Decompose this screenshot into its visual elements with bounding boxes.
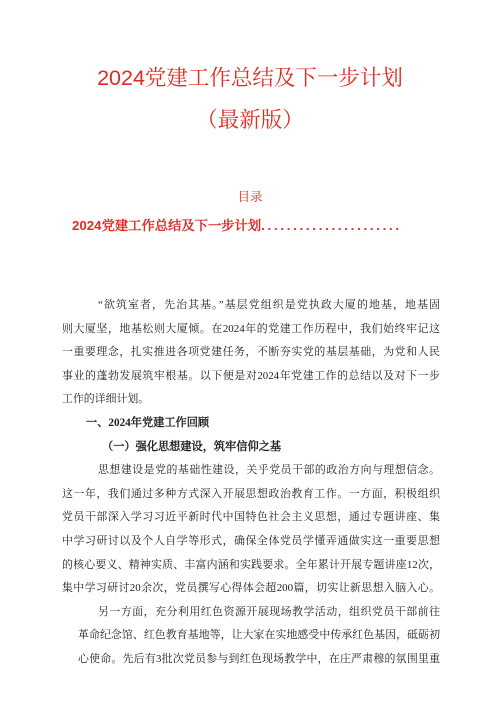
paragraph-line: 这一年，我们通过多种方式深入开展思想政治教育工作。一方面，积极组织 (62, 487, 440, 500)
paragraph-line: 事业的蓬勃发展筑牢根基。以下便是对2024年党建工作的总结以及对下一步 (62, 369, 440, 382)
paragraph-line: 的核心要义、精神实质、丰富内涵和实践要求。全年累计开展专题讲座12次， (62, 558, 440, 571)
paragraph-line: 思想建设是党的基础性建设，关乎党员干部的政治方向与理想信念。 (98, 464, 440, 477)
document-body (62, 294, 440, 672)
paragraph-line: 工作的详细计划。 (62, 393, 150, 406)
paragraph-line: 心使命。先后有3批次党员参与到红色现场教学中，在庄严肃穆的氛围里重 (78, 652, 440, 665)
toc-entry (72, 217, 402, 235)
paragraph-line: “欲筑室者，先治其基。”基层党组织是党执政大厦的地基，地基固 (98, 299, 440, 311)
paragraph-line: 则大厦坚，地基松则大厦倾。在2024年的党建工作历程中，我们始终牢记这 (62, 322, 440, 335)
toc-heading: 目录 (237, 190, 263, 204)
paragraph-line: 党员干部深入学习习近平新时代中国特色社会主义思想，通过专题讲座、集 (62, 511, 440, 524)
body-paragraph (62, 459, 440, 601)
document-subtitle: （最新版） (196, 108, 304, 132)
subsection-heading: （一）强化思想建设，筑牢信仰之基 (102, 440, 282, 453)
toc-entry-leader: ...................... (261, 218, 402, 233)
toc-entry-title: 2024党建工作总结及下一步计划 (72, 218, 262, 233)
body-paragraph (62, 601, 440, 672)
intro-paragraph (62, 294, 440, 412)
paragraph-line: 集中学习研讨20余次，党员撰写心得体会超200篇，切实让新思想入脑入心。 (62, 582, 440, 595)
paragraph-line: 另一方面，充分利用红色资源开展现场教学活动，组织党员干部前往 (98, 605, 440, 618)
section-heading: 一、2024年党建工作回顾 (86, 416, 210, 429)
paragraph-line: 革命纪念馆、红色教育基地等，让大家在实地感受中传承红色基因，砥砺初 (78, 629, 440, 642)
paragraph-line: 一重要理念，扎实推进各项党建任务，不断夯实党的基层基础，为党和人民 (62, 346, 440, 359)
document-title: 2024党建工作总结及下一步计划 (97, 66, 403, 90)
paragraph-line: 中学习研讨以及个人自学等形式，确保全体党员学懂弄通做实这一重要思想 (62, 534, 440, 547)
